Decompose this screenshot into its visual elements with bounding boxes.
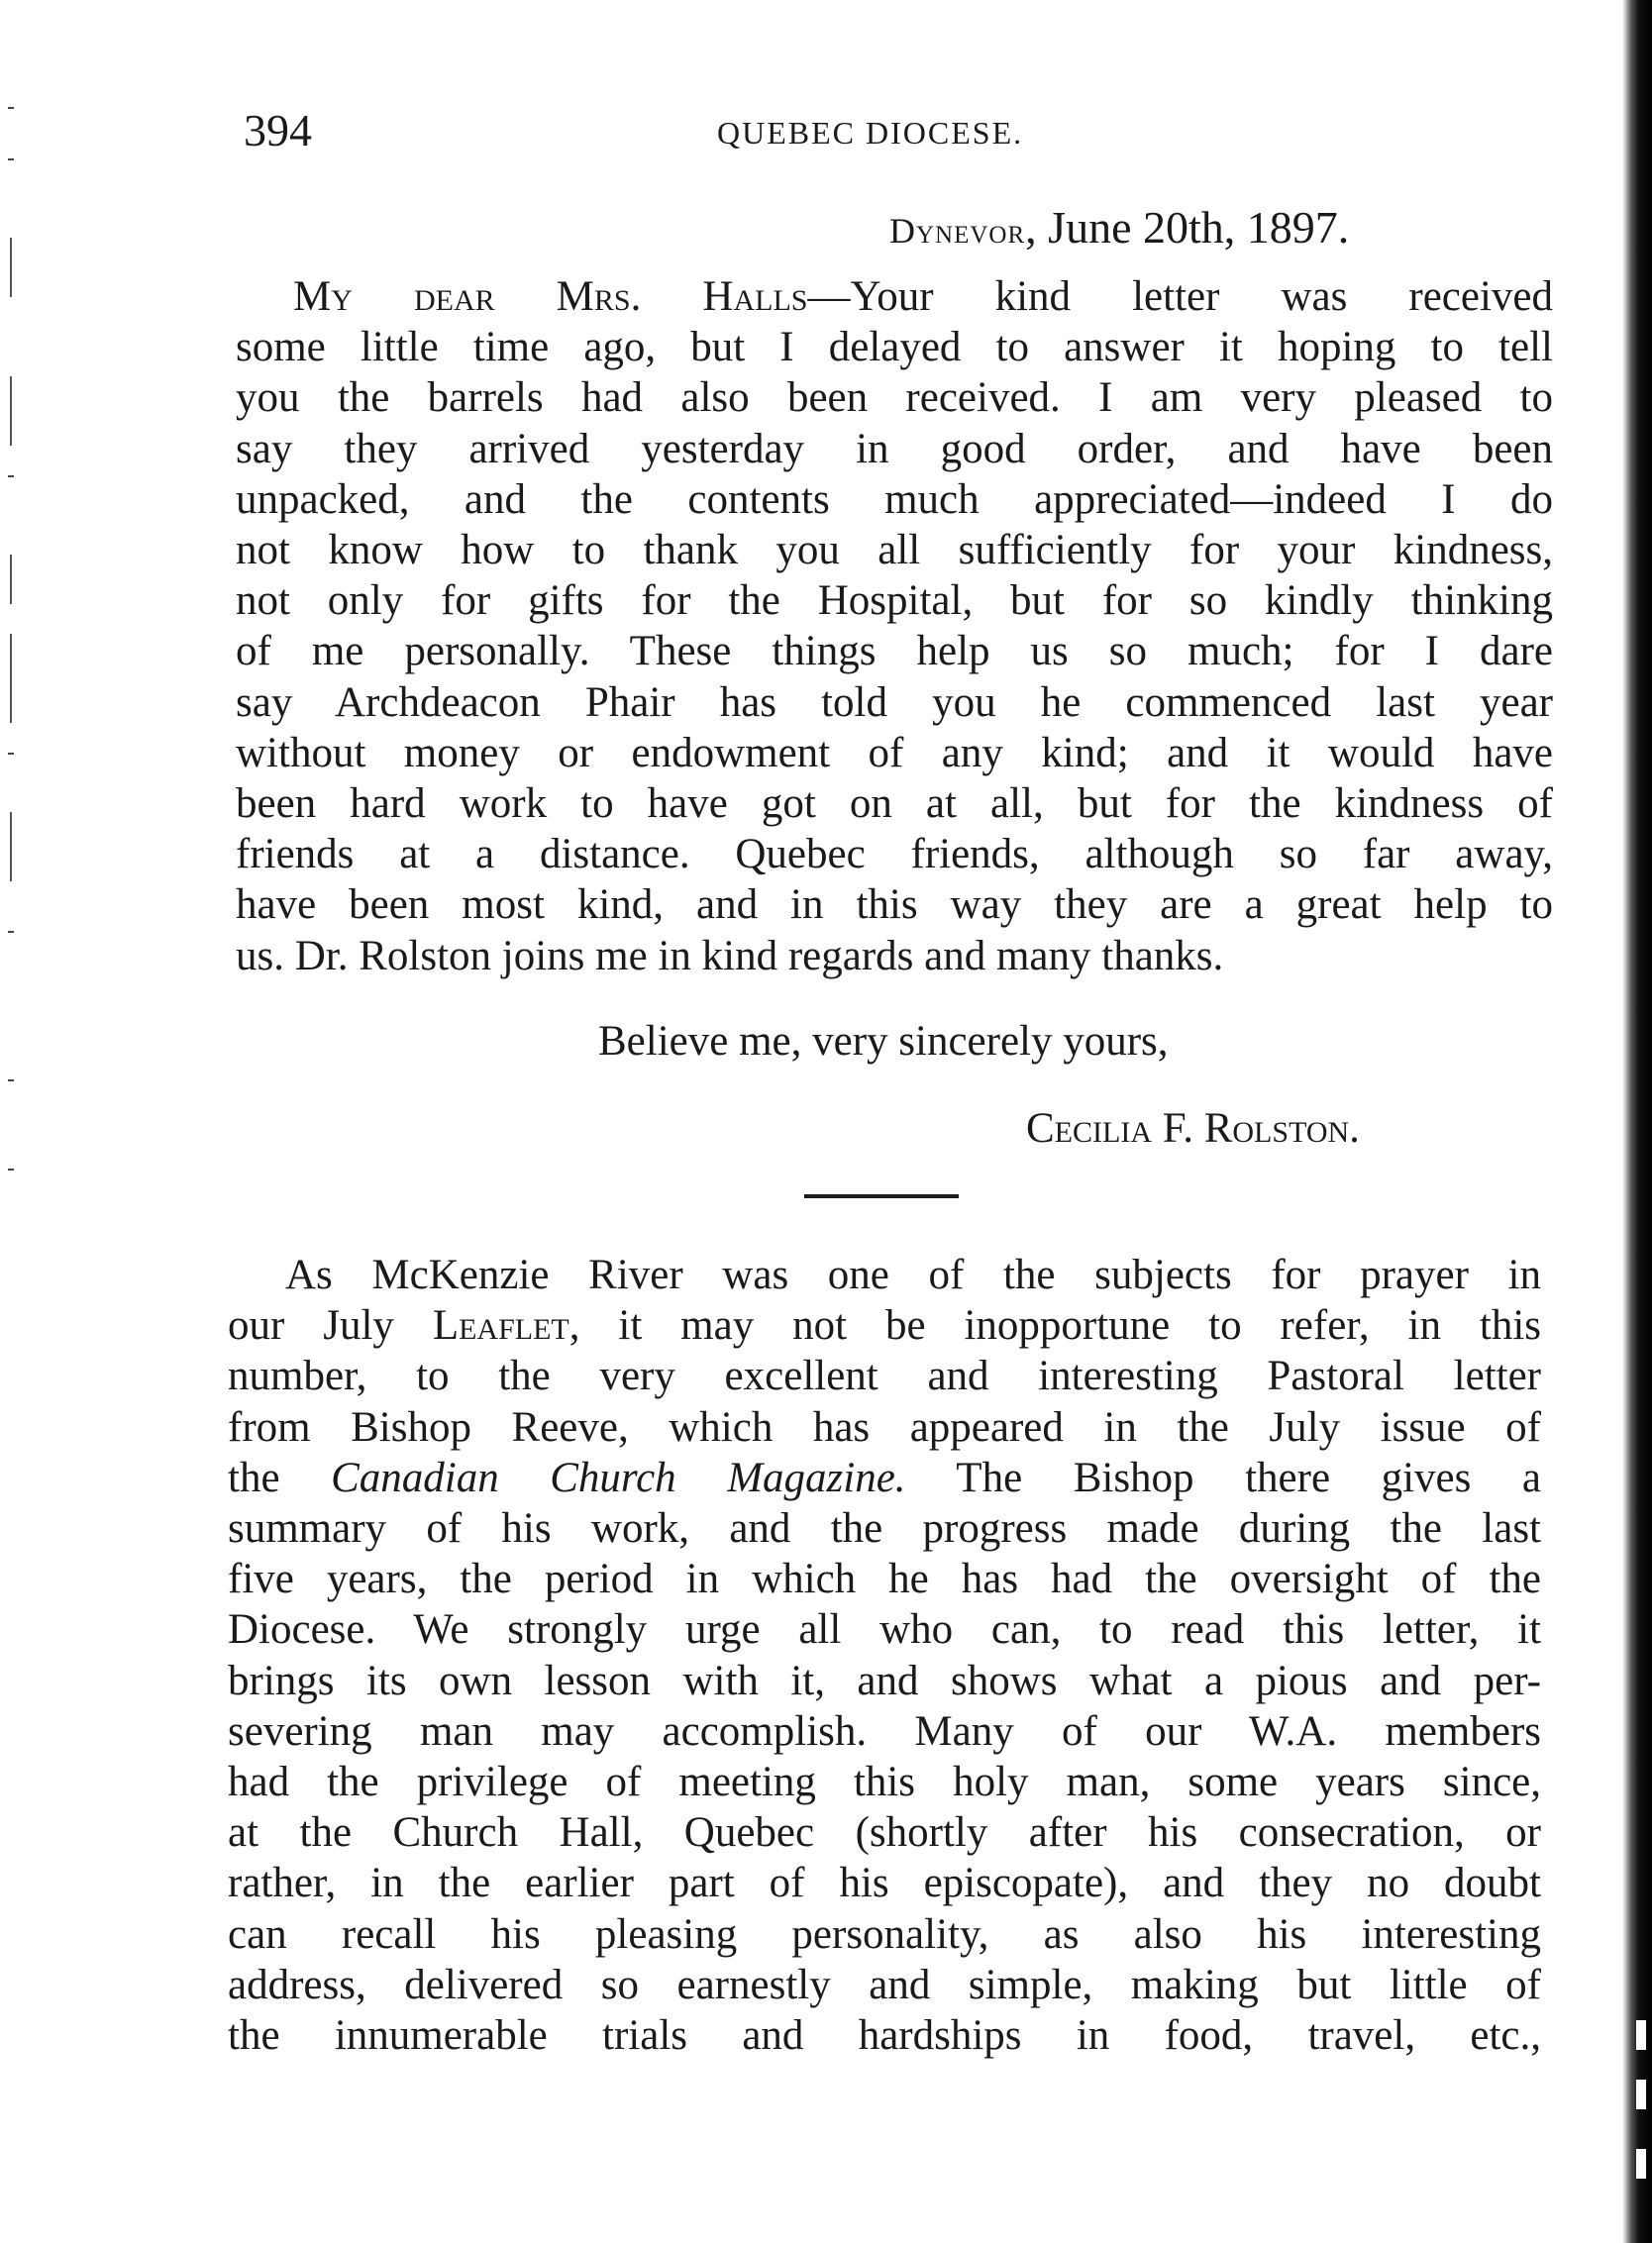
margin-mark xyxy=(10,812,12,881)
article-line: severing man may accomplish. Many of our W.A. members xyxy=(228,1707,1541,1755)
letter-line: not only for gifts for the Hospital, but for so kindly thinking xyxy=(236,577,1553,625)
article-line: rather, in the earlier part of his episcopate), and they no doubt xyxy=(228,1860,1541,1907)
binding-notch xyxy=(1636,2080,1646,2109)
margin-mark xyxy=(8,475,14,477)
article-line-text: the xyxy=(228,1454,332,1501)
letter-line: say they arrived yesterday in good order, and have been xyxy=(236,425,1553,472)
letter-date-rest: , June 20th, 1897. xyxy=(1025,202,1350,253)
letter-line xyxy=(236,271,1553,322)
article-line: address, delivered so earnestly and simple, making but little of xyxy=(228,1961,1541,2008)
page-number: 394 xyxy=(244,105,312,155)
margin-mark xyxy=(8,1079,14,1081)
article-line xyxy=(228,1453,1541,1503)
letter-line: friends at a distance. Quebec friends, although so far away, xyxy=(236,831,1553,878)
article-line: five years, the period in which he has had the oversight of the xyxy=(228,1556,1541,1603)
article-line: the innumerable trials and hardships in food, travel, etc., xyxy=(228,2012,1541,2060)
running-head xyxy=(244,101,1630,160)
article-line: at the Church Hall, Quebec (shortly after his consecration, or xyxy=(228,1809,1541,1857)
article-line: can recall his pleasing personality, as also his interesting xyxy=(228,1910,1541,1958)
letter-line: have been most kind, and in this way they are a great help to xyxy=(236,881,1553,929)
letter-body xyxy=(236,271,1553,981)
binding-notch xyxy=(1636,2149,1646,2179)
article-body xyxy=(228,1250,1541,2061)
magazine-title: Canadian Church Magazine. xyxy=(331,1454,906,1501)
article-line-text: The Bishop there gives a xyxy=(905,1454,1541,1501)
margin-mark xyxy=(8,107,14,109)
article-line: summary of his work, and the progress made during the last xyxy=(228,1505,1541,1553)
margin-mark xyxy=(10,634,12,723)
margin-mark xyxy=(8,1169,14,1171)
margin-mark xyxy=(10,376,12,446)
letter-line: without money or endowment of any kind; and it would have xyxy=(236,729,1553,776)
margin-mark xyxy=(8,931,14,933)
margin-mark xyxy=(10,555,12,604)
article-line-text: , it may not be inopportune to refer, in this xyxy=(568,1302,1542,1350)
letter-signature: Cecilia F. Rolston. xyxy=(1026,1105,1360,1152)
margin-mark xyxy=(10,238,12,297)
article-line: brings its own lesson with it, and shows what a pious and per- xyxy=(228,1657,1541,1704)
letter-line: you the barrels had also been received. I am very pleased to xyxy=(236,374,1553,422)
salutation: My dear Mrs. Halls xyxy=(293,273,808,320)
article-line: had the privilege of meeting this holy man, some years since, xyxy=(228,1759,1541,1806)
letter-line: of me personally. These things help us so much; for I dare xyxy=(236,628,1553,675)
letter-date xyxy=(889,196,1349,262)
section-divider xyxy=(804,1194,959,1198)
article-line: As McKenzie River was one of the subjects for prayer in xyxy=(285,1252,1541,1298)
article-line: from Bishop Reeve, which has appeared in the July issue of xyxy=(228,1403,1541,1451)
running-title: QUEBEC DIOCESE. xyxy=(717,115,1024,151)
letter-line: unpacked, and the contents much appreciated—indeed I do xyxy=(236,475,1553,523)
margin-mark xyxy=(8,753,14,755)
article-line: Diocese. We strongly urge all who can, to read this letter, it xyxy=(228,1606,1541,1654)
binding-notch xyxy=(1636,2020,1646,2050)
left-margin-marks xyxy=(0,0,30,2243)
letter-line: not know how to thank you all sufficiently for your kindness, xyxy=(236,527,1553,574)
letter-line-text: —Your kind letter was received xyxy=(807,273,1554,320)
page-binding-edge xyxy=(1622,0,1652,2243)
article-line-text: our July xyxy=(228,1302,433,1350)
article-line: number, to the very excellent and interesting Pastoral letter xyxy=(228,1353,1541,1400)
margin-mark xyxy=(8,158,14,160)
leaflet-smallcaps: Leaflet xyxy=(432,1302,569,1350)
letter-line: some little time ago, but I delayed to answer it hoping to tell xyxy=(236,324,1553,371)
letter-closing: Believe me, very sincerely yours, xyxy=(598,1018,1169,1065)
letter-line: say Archdeacon Phair has told you he commenced last year xyxy=(236,678,1553,726)
article-line xyxy=(228,1300,1541,1351)
letter-line: us. Dr. Rolston joins me in kind regards and many thanks. xyxy=(236,932,1224,979)
letter-date-place: Dynevor xyxy=(889,211,1026,251)
letter-line: been hard work to have got on at all, but for the kindness of xyxy=(236,780,1553,828)
